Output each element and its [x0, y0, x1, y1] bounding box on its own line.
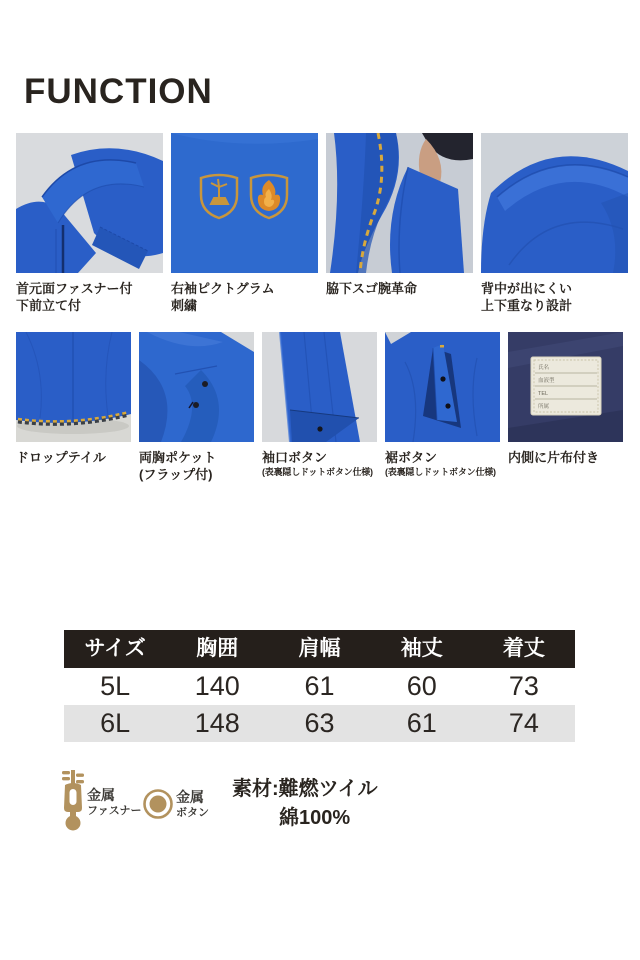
- size-table-row-6l: [64, 705, 575, 742]
- size-table-header-cell: サイズ: [84, 637, 146, 660]
- caption-sleeve-pictogram: 右袖ピクトグラム 刺繍: [171, 281, 275, 313]
- metal-fastener-label: 金属 ファスナー: [87, 787, 142, 817]
- feature-caption-row-1: [16, 280, 628, 314]
- inner-name-label-illustration: [508, 332, 623, 442]
- size-table-header-cell: 胸囲: [196, 637, 239, 660]
- metal-zipper-icon: [58, 770, 88, 837]
- caption-drop-tail: ドロップテイル: [16, 450, 106, 465]
- photo-sleeve-pictogram: [171, 133, 318, 273]
- size-table-cell: 61: [304, 671, 335, 701]
- page-title: FUNCTION: [24, 72, 213, 111]
- size-table-cell: 140: [194, 671, 240, 701]
- cuff-button-illustration: [262, 332, 377, 442]
- photo-collar-zipper: [16, 133, 163, 273]
- label-row-name: 氏名: [538, 365, 550, 371]
- metal-button-icon: [142, 788, 174, 825]
- drop-tail-illustration: [16, 332, 131, 442]
- size-table-cell: 60: [406, 671, 437, 701]
- photo-cuff-button: [262, 332, 377, 442]
- photo-underarm: [326, 133, 473, 273]
- chest-pockets-illustration: [139, 332, 254, 442]
- pictogram-embroidery-illustration: [171, 133, 318, 273]
- caption-cuff-button: 袖口ボタン (表裏隠しドットボタン仕様): [262, 450, 373, 477]
- size-table-header: [64, 630, 575, 668]
- photo-drop-tail: [16, 332, 131, 442]
- caption-hem-button: 裾ボタン (表裏隠しドットボタン仕様): [385, 450, 496, 477]
- label-row-affiliation: 所属: [538, 404, 550, 410]
- size-table-cell: 73: [508, 671, 539, 701]
- material-line-1: 素材:難燃ツイル: [232, 778, 378, 800]
- label-row-bloodtype: 血液型: [538, 378, 555, 384]
- caption-back-overlap: 背中が出にくい 上下重なり設計: [481, 281, 573, 313]
- underarm-illustration: [326, 133, 473, 273]
- size-table-cell: 5L: [100, 671, 131, 701]
- photo-chest-pockets: [139, 332, 254, 442]
- size-table-cell: 148: [194, 708, 240, 738]
- material-info: [232, 775, 378, 833]
- size-table-cell: 63: [304, 708, 335, 738]
- size-table-header-cell: 着丈: [502, 637, 545, 660]
- size-table-cell: 61: [406, 708, 437, 738]
- material-line-2: 綿100%: [279, 807, 351, 829]
- feature-photo-row-2: [16, 332, 623, 442]
- size-table-header-cell: 肩幅: [298, 637, 341, 660]
- feature-photo-row-1: [16, 133, 628, 273]
- metal-button-label: 金属 ボタン: [176, 789, 209, 819]
- size-table-cell: 6L: [100, 708, 131, 738]
- caption-chest-pockets: 両胸ポケット (フラップ付): [139, 450, 217, 482]
- size-table-row-5l: [64, 668, 575, 705]
- size-table-header-cell: 袖丈: [400, 637, 443, 660]
- collar-zipper-illustration: [16, 133, 163, 273]
- caption-inner-cloth: 内側に片布付き: [508, 450, 600, 465]
- feature-caption-row-2: [16, 449, 623, 483]
- size-table-cell: 74: [508, 708, 539, 738]
- photo-inner-name-label: [508, 332, 623, 442]
- hem-button-illustration: [385, 332, 500, 442]
- caption-collar-zipper: 首元面ファスナー付 下前立て付: [16, 281, 133, 313]
- back-overlap-illustration: [481, 133, 628, 273]
- size-table: [64, 630, 575, 742]
- photo-back-overlap: [481, 133, 628, 273]
- label-row-tel: TEL: [538, 391, 549, 397]
- caption-underarm: 脇下スゴ腕革命: [326, 281, 418, 296]
- photo-hem-button: [385, 332, 500, 442]
